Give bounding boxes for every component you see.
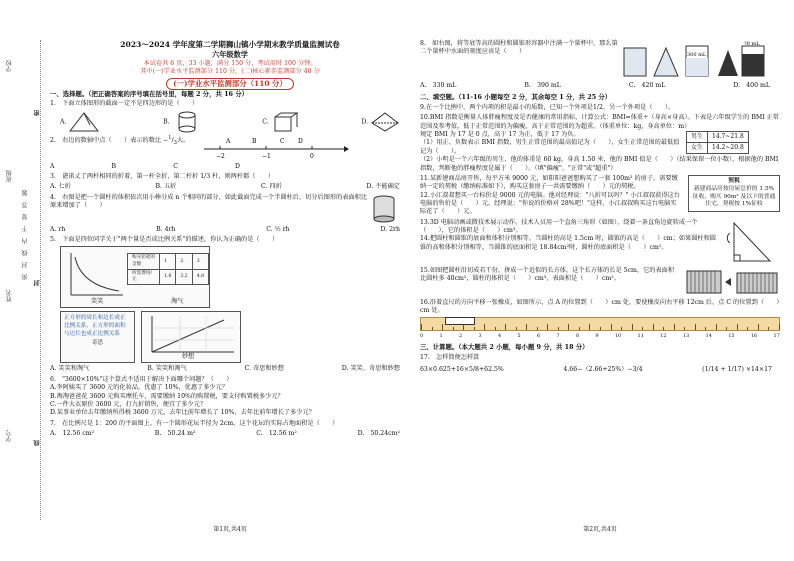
exam-page-1: 2023～2024 学年度第二学期狮山镇小学期末教学质量监测试卷 六年级数学 本试卷共 6 页，33 小题，满分 150 分，考试用时 100 分钟。 其中(一)学业水平监测部分 110 分，(二)核心素养监测部分 40 分 (一)学业水平监测部分（110 分） 一、选择题。（把正确答案的序号填在括号里，每题 2 分，共 16 分） 1. 下面立体图形的截面一定不是四边形的是（ ） A. B. C. D. 2. 右边的数轴中点（ ）表示的数比 $-^1/_3$大。 −2 −1 0 A B C D A B C D 3. 谌诺丈了两杆相同的折着，第一杆全折，第二杆折 1/3 杆，则两杆都（ ） A. 七折 B. 五折 C. 四折 D. 不能确定 4. 右图是把一个圆柱的体积依次用小棒分成 n 个相同的部分，如此截面完成一个半圆柱后，切分后图形的表面积比原来增加了（ ） A. rh B. 4rh C. ½ rh D. 2rh 5. 下面是四位同学关于"两个量是否成比例关系"的描述，你认为正确的是（ ） 购买铅笔的支数 1 2 3 所需费用/元 1.6 3.2 4.8 笑笑 淘气 正方形的周长和边长成正比例关系，正方形的面积与边长也成正比例关系 奇思 妙想 A. 笑笑和淘气 B. 笑笑和淘气 C. 奇思和妙想 D. 笑笑、奇思和妙想 6. "3600×10%"这个算式不适用于解决下面哪个问题？（ ） A.李阿姨买了 3600 元的化妆品，优惠了 10%，优惠了多少元？ B.淘淘爸爸花 3600 元购买摩托车，需要缴纳 10%的购置税，要支付购置税多少元？ C.一件大衣原价 3600 元，打九折销售，便宜了多少元？ D.某事业单位去年缴纳所得税 3600 万元，去年比前年增长了 10%，去年比前年增长了多少元？ 7. 在比例尺是 1：200 的平面图上，有一个圆形花坛半径为 2cm，这个花坛的实际占地面积是（ ） A. 12.56 cm² B. 50.24 m² C. 12.56 m² D. 50.24cm² 第1页,共4页	[50, 40, 410, 438]
ruler-tick	[663, 327, 664, 330]
question-14-text: 14.把圆柱和圆锥的底面和体积分别相等，当圆柱的高是 1.5cm 时，圆锥的高是（ ）cm；如果圆柱和圆锥的高和体积分别相等，当圆锥的底面积是 18.84cm²时，圆柱的底面积是（ ）cm²。	[420, 235, 716, 251]
ruler-tick	[579, 327, 580, 330]
q5-option-a: A. 笑笑和淘气	[50, 365, 90, 373]
question-5	[50, 236, 410, 374]
ruler-tick	[684, 327, 685, 330]
triangle-figure	[726, 219, 776, 265]
question-3-text: 3. 谌诺丈了两杆相同的折着，第一杆全折，第二杆折	[50, 173, 201, 181]
q10-part-2: （2）小明是一个六年级的男生，他的体重是 60 kg，身高 1.50 米，他的 BMI 值是（ ）（结果保留一位小数），根据他的 BMI 指数，判断他的胖瘦程度是属于（ ）。（填"偏瘦"、"正常"或"超重"）	[420, 156, 779, 172]
point-a: A	[226, 137, 231, 145]
cylinder-slices-figure	[685, 267, 780, 297]
ruler-tick	[632, 324, 633, 330]
point-b: B	[252, 137, 257, 145]
axis-label-neg2: −2	[216, 152, 225, 160]
seal-char-3: 线	[34, 440, 41, 446]
tax-notice	[688, 175, 780, 212]
ruler-tick	[600, 327, 601, 330]
seal-char-1: 密	[34, 110, 41, 116]
question-8-text: 8. 如右图，将等底等高的圆柱和圆锥形容器中注满一个量杯中，那么第二个量杯中水面的刻度应该是（ ）	[420, 40, 618, 56]
ruler-tick	[642, 327, 643, 330]
q5-option-b: B. 笑笑和淘气	[147, 365, 187, 373]
question-16-text: 16.沿着直尺的方向平移一张橡皮，如图所示，点 A 的位置到（ ）cm 处，要使橡皮向右平移 12cm 后，点 C 的位置到（ ）cm 处。	[420, 298, 780, 315]
question-6-text: 6. "3600×10%"这个算式不适用于解决下面哪个问题？（ ）	[50, 375, 233, 383]
question-13-14	[420, 219, 780, 265]
ruler-tick	[537, 327, 538, 330]
ruler-tick	[558, 327, 559, 330]
q3-fraction: 1/3	[200, 173, 211, 181]
ruler-tick	[611, 324, 612, 330]
q2-option-c: C	[173, 162, 178, 170]
binding-margin	[0, 40, 46, 520]
bmi-male-range: 14.7~21.8	[708, 132, 749, 143]
q5-label-qisi: 奇思	[91, 340, 104, 347]
q7-option-d: D. 50.24cm²	[357, 429, 400, 437]
ruler-tick	[779, 324, 780, 330]
axis-label-neg1: −1	[262, 152, 271, 160]
section-calc-heading: 三、计算题。（本大题共 2 小题，每小题 9 分，共 18 分）	[420, 343, 589, 352]
ruler-tick	[516, 327, 517, 330]
q6-option-a: A.李阿姨买了 3600 元的化妆品，优惠了 10%，优惠了多少元？	[50, 384, 228, 392]
q6-option-b: B.淘淘爸爸花 3600 元购买摩托车，需要缴纳 10%的购置税，要支付购置税多少元？	[50, 392, 284, 400]
bmi-table	[686, 131, 749, 154]
question-7-text: 7. 在比例尺是 1：200 的平面图上，有一个圆形花坛半径为 2cm，这个花坛的实际占地面积是（ ）	[50, 419, 339, 427]
ruler-figure	[420, 317, 780, 331]
q3-option-b: B. 五折	[155, 183, 177, 191]
ruler-tick	[589, 324, 590, 330]
exam-subject: 六年级数学	[212, 50, 248, 60]
question-11-12	[420, 175, 780, 217]
question-1	[50, 100, 410, 132]
ruler-tick	[421, 324, 422, 330]
ruler-tick	[484, 324, 485, 330]
q8-options	[420, 82, 780, 90]
ruler-tick	[737, 324, 738, 330]
ruler-tick	[695, 324, 696, 330]
q1-shape-a	[68, 111, 102, 133]
question-4-text: 4. 右图是把一个圆柱的体积依次用小棒分成 n 个相同的部分，如此截面完成一个半圆柱后，切分后图形的表面积比原来增加了（ ）	[50, 193, 368, 210]
q7-option-a: A. 12.56 cm²	[50, 429, 95, 437]
q8-option-b: B. 390 mL	[524, 82, 561, 89]
margin-name-label: 姓名	[6, 290, 13, 302]
ruler-tick	[747, 327, 748, 330]
q1-shape-b	[172, 111, 202, 133]
ruler-tick	[568, 324, 569, 330]
q2-options	[50, 163, 250, 171]
question-7	[50, 420, 410, 439]
question-2-text: 2. 右边的数轴中点（ ）表示的数比 −	[50, 136, 169, 144]
bmi-male-label: 男生	[687, 132, 708, 143]
tax-notice-title: 契税	[728, 177, 740, 184]
q3-option-c: C. 四折	[261, 183, 282, 191]
q8-label-300: 300 mL	[687, 52, 707, 58]
q2-fraction: $^1/_3$	[168, 134, 177, 146]
q8-label-unknown: ?0 mL	[744, 41, 760, 47]
question-9	[420, 104, 780, 112]
q5-graph-curve	[65, 251, 125, 299]
q8-figure	[620, 40, 770, 80]
exam-info-2: 其中(一)学业水平监测部分 110 分，(二)核心素养监测部分 40 分	[140, 68, 320, 76]
bmi-female-label: 女生	[687, 143, 708, 154]
question-8	[420, 40, 780, 80]
question-3	[50, 173, 410, 192]
q8-option-d: D. 400 mL	[733, 82, 770, 89]
q1-option-c: C.	[262, 111, 300, 133]
question-10-text: 10.BMI 指数是衡量人体胖瘦程度及是否健康的常用指标，计算公式：BMI=体重÷（身高×身高）。下表是六年级学生的 BMI 正常范围及参考值，低于正常范围的为偏瘦，高于正常范围的为超重。（体重单位：kg，身高单位：m）	[420, 114, 779, 130]
ruler-tick	[705, 327, 706, 330]
ruler-tick	[716, 324, 717, 330]
eraser	[445, 317, 475, 325]
question-13-text: 13.3D 电脑动画或微技术展示动作。技术人员用一个直角三角形（如图），绕着一条直角边旋转成一个（ ），它的体积是（ ）cm³。	[420, 218, 698, 235]
question-12-text: 12.小江叔叔想买一台标价是 9000 元的电脑。他对经理说："八折可以吗？" 小江叔叔获得这台电脑的售价是（ ）元。经理说："你说的价格对 28%吧！"这样，小江叔叔购买这台电脑实际花了（ ）元。	[420, 191, 680, 216]
ruler-tick	[495, 327, 496, 330]
question-1-text: 1. 下面立体图形的截面一定不是四边形的是（ ）	[50, 100, 199, 108]
q1-option-b: B.	[163, 111, 201, 133]
ruler-tick	[653, 324, 654, 330]
ruler-tick	[674, 324, 675, 330]
section-choice-heading: 一、选择题。（把正确答案的序号填在括号里，每题 2 分，共 16 分）	[50, 89, 248, 98]
q1-shape-c	[271, 111, 301, 133]
ruler-labels: 0 1 2 3 4 5 6 7 8 9 10 11 12 13 14 15 16 17	[420, 333, 780, 340]
q5-option-c: C. 奇思和妙想	[244, 365, 284, 373]
q6-option-d: D.某事业单位去年缴纳所得税 3600 万元，去年比前年增长了 10%，去年比前年增长了多少元？	[50, 409, 315, 417]
q3-option-d: D. 不能确定	[366, 183, 400, 191]
q4-option-b: B. 4rh	[156, 225, 176, 233]
margin-id-label: 学号	[6, 430, 13, 442]
exam-info-1: 本试卷共 6 页，33 小题，满分 150 分，考试用时 100 分钟。	[143, 59, 317, 67]
q7-option-c: C. 12.56 m²	[256, 429, 297, 437]
q5-graph-line	[144, 314, 240, 356]
q2-option-d: D	[235, 162, 240, 170]
q5-panel-xiaoxiao	[60, 246, 210, 308]
q5-note-text: 正方形的周长和边长成正比例关系，正方形的面积与边长也成正比例关系	[64, 315, 126, 337]
margin-class-label: 班级	[6, 170, 13, 182]
seal-char-2: 封	[34, 280, 41, 286]
point-d: D	[298, 137, 303, 145]
question-15-text: 15.如图把圆柱沿切成若干份，拼成一个近似的长方体，这个长方体的长是 5cm，它的表面积比圆柱多 40cm²，圆柱的体积是（ ）cm³，表面积是（ ）cm²。	[420, 266, 675, 283]
question-3-text-end: 杆，则两杆都（ ）	[210, 173, 274, 181]
question-5-text: 5. 下面是四位同学关于"两个量是否成比例关系"的描述，你认为正确的是（ ）	[50, 236, 279, 244]
q3-option-a: A. 七折	[50, 183, 71, 191]
question-4	[50, 194, 410, 224]
number-line	[200, 135, 350, 161]
ruler-tick	[453, 327, 454, 330]
ruler-tick	[547, 324, 548, 330]
exam-page-2: 8. 如右图，将等底等高的圆柱和圆锥形容器中注满一个量杯中，那么第二个量杯中水面的刻度应该是（ ） 300 mL ?0 mL A. 330 mL B. 390 mL C. 420 mL D. 400 mL 二、填空题。（11-16 小题每空 2 分，其余每空 1 分，共 25 分） 9.在一个比例中，两个内项的积是最小的质数，已知一个外项是1/2，另一个外项是（ ）。 10.BMI 指数是衡量人体胖瘦程度及是否健康的常用指标，计算公式：BMI=体重÷（身高×身高）。下表是六年级学生的 BMI 正常范围及参考值，低于正常范围的为偏瘦，高于正常范围的为超重。（体重单位：kg，身高单位：m） 规定 BMI 为 17 是 0 点，高于 17 为正，低于 17 为负。 （1）用正、负数表示 BMI 指数，男生正常范围的最高值记为（ ），女生正常范围的最低值记为（ ）。 男生 14.7~21.8 女生 14.2~20.8 （2）小明是一个六年级的男生，他的体重是 60 kg，身高 1.50 米，他的 BMI 值是（ ）（结果保留一位小数），根据他的 BMI 指数，判断他的胖瘦程度是属于（ ）。（填"偏瘦"、"正常"或"超重"） 11.某新建商品房开售，每平方米 9000 元，如阳阳爸爸想购买了一套 100m² 的房子，需要缴纳一定的契税（缴纳标准如下），购买这套房子一共需要缴纳（ ）元的契税。 12.小江叔叔想买一台标价是 9000 元的电脑。他对经理说："八折可以吗？" 小江叔叔获得这台电脑的售价是（ ）元。经理说："你说的价格对 28%吧！"这样，小江叔叔购买这台电脑实际花了（ ）元。 契税 新建商品房按房屋总价的 1.5%征收，购买 90m² 及以下的普通住宅，契税按 1%征收 13.3D 电脑动画或微技术展示动作。技术人员用一个直角三角形（如图），绕着一条直角边旋转成一个（ ），它的体积是（ ）cm³。 14.把圆柱和圆锥的底面和体积分别相等，当圆柱的高是 1.5cm 时，圆锥的高是（ ）cm；如果圆柱和圆锥的高和体积分别相等，当圆锥的底面积是 18.84cm²时，圆柱的底面积是（ ）cm²。 15.如图把圆柱沿切成若干份，拼成一个近似的长方体，这个长方体的长是 5cm，它的表面积比圆柱多 40cm²，圆柱的体积是（ ）cm³，表面积是（ ）cm²。 16.沿着直尺的方向平移一张橡皮，如图所示，点 A 的位置到（ ）cm 处，要使橡皮向右平移 12cm 后，点 C 的位置到（ ）cm 处。 0 1 2 3 4 5 6 7 8 9 10 11 12 13 14 15 16 17 三、计算题。（本大题共 2 小题，每小题 9 分，共 18 分） 17. 怎样简便怎样算 63×0.625+16×5/8+62.5% 4.66−（2.66+25%）−3/4 (1/14 + 1/17) ×14×17 第2页,共4页	[420, 40, 780, 533]
ruler-tick	[474, 327, 475, 330]
q5-panel-miaoxiang	[141, 311, 241, 363]
ruler-tick	[432, 327, 433, 330]
bmi-female-range: 14.2~20.8	[708, 143, 749, 154]
q8-option-a: A. 330 mL	[420, 82, 457, 89]
q5-option-d: D. 笑笑、奇思和妙想	[341, 365, 400, 373]
q6-option-c: C.一件大衣原价 3600 元，打九折销售，便宜了多少元？	[50, 400, 207, 408]
q7-option-b: B. 50.24 m²	[154, 429, 196, 437]
question-11-text: 11.某新建商品房开售，每平方米 9000 元，如阳阳爸爸想购买了一套 100m² 的房子，需要缴纳一定的契税（缴纳标准如下），购买这套房子一共需要缴纳（ ）元的契税。	[420, 174, 678, 191]
q8-option-c: C. 420 mL	[628, 82, 666, 89]
q1-option-a: A.	[60, 111, 102, 133]
question-2	[50, 135, 410, 161]
q5-label-xiaoxiao: 笑笑	[91, 298, 104, 306]
q2-option-a: A	[50, 162, 55, 170]
question-17	[420, 354, 780, 375]
ruler-tick	[758, 324, 759, 330]
q4-option-a: A. rh	[50, 225, 66, 233]
ruler-tick	[526, 324, 527, 330]
cylinder-figure	[370, 194, 398, 224]
q1-option-d: D.	[361, 111, 400, 133]
question-10	[420, 114, 780, 173]
ruler-tick	[726, 327, 727, 330]
section-fill-heading: 二、填空题。（11-16 小题每空 2 分，其余每空 1 分，共 25 分）	[420, 93, 612, 102]
ruler-tick	[442, 324, 443, 330]
margin-school-label: 学校	[6, 60, 13, 72]
q4-option-d: D. 2rh	[380, 225, 400, 233]
ruler-tick	[505, 324, 506, 330]
calc-expression-2: 4.66−（2.66+25%）−3/4	[563, 366, 643, 374]
q9-fraction: 1/2	[592, 104, 603, 111]
ruler-tick	[463, 324, 464, 330]
q4-option-c: C. ½ rh	[266, 225, 290, 233]
exam-title: 2023～2024 学年度第二学期狮山镇小学期末教学质量监测试卷	[120, 40, 340, 49]
ruler-tick	[768, 327, 769, 330]
axis-label-0: 0	[310, 152, 314, 160]
q4-options	[50, 226, 410, 234]
question-9-text-end: ，另一个外项是（ ）。	[602, 104, 675, 111]
question-6	[50, 376, 410, 418]
question-17-text: 17. 怎样简便怎样算	[420, 353, 480, 361]
question-16	[420, 299, 780, 340]
q1-shape-d	[370, 111, 400, 133]
part-one-heading: (一)学业水平监测部分（110 分）	[166, 78, 294, 90]
q5-panel-qisi	[60, 311, 135, 363]
q10-rule: 规定 BMI 为 17 是 0 点，高于 17 为正，低于 17 为负。	[420, 131, 580, 139]
point-c: C	[280, 137, 285, 145]
q5-price-table: 购买铅笔的支数 1 2 3 所需费用/元 1.6 3.2 4.8	[127, 253, 209, 285]
calc-expression-1: 63×0.625+16×5/8+62.5%	[420, 366, 504, 374]
question-2-text-end: 大。	[176, 136, 190, 144]
ruler-tick	[621, 327, 622, 330]
q5-label-miaoxiang: 妙想	[182, 353, 195, 361]
question-15	[420, 267, 780, 297]
tax-notice-body: 新建商品房按房屋总价的 1.5%征收，购买 90m² 及以下的普通住宅，契税按 1%征收	[692, 185, 776, 208]
q10-part-1: （1）用正、负数表示 BMI 指数，男生正常范围的最高值记为（ ），女生正常范围的最低值记为（ ）。	[420, 139, 680, 155]
question-9-text: 9.在一个比例中，两个内项的积是最小的质数，已知一个外项是	[420, 104, 593, 111]
q5-label-taoqi: 淘气	[171, 298, 184, 306]
q2-option-b: B	[111, 162, 117, 170]
margin-seal-text: 密 封 线 内 不 要 答 题	[22, 190, 29, 280]
calc-expression-3: (1/14 + 1/17) ×14×17	[702, 366, 772, 374]
